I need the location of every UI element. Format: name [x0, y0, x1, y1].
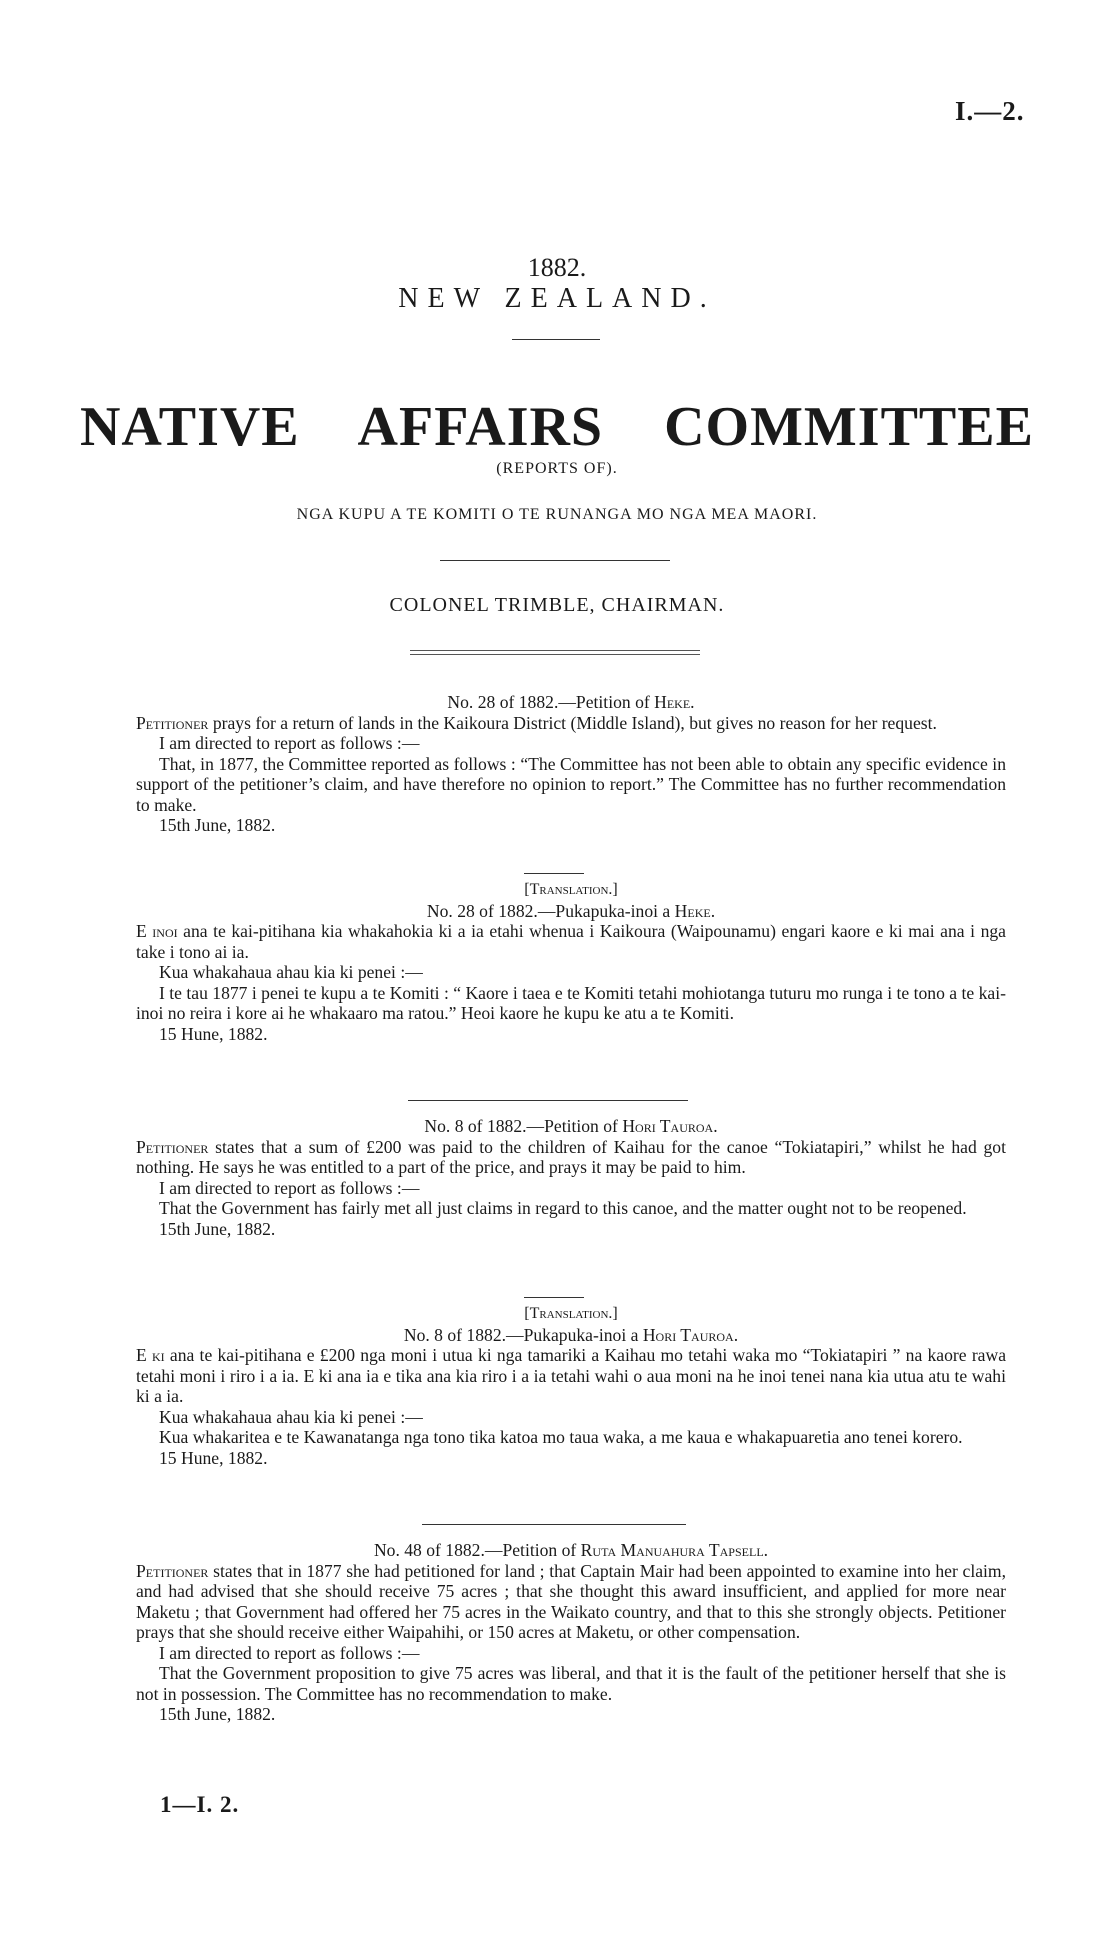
- petition-heading: No. 28 of 1882.—Petition of Heke.: [447, 692, 695, 712]
- report-text: Kua whakaritea e te Kawanatanga nga tono tika katoa mo taua waka, a me kaua e whakapuaretia ano tenei korero.: [159, 1427, 963, 1447]
- directed-line: I am directed to report as follows :—: [159, 1642, 420, 1663]
- directed-line: Kua whakahaua ahau kia ki penei :—: [159, 962, 423, 982]
- divider: [524, 873, 584, 874]
- petition-section: [136, 692, 1006, 836]
- petitioner-name: Hori Tauroa.: [622, 1116, 718, 1136]
- petitioner-name: Heke.: [654, 692, 695, 712]
- directed-line: Kua whakahaua ahau kia ki penei :—: [159, 1406, 423, 1427]
- report-text: That, in 1877, the Committee reported as follows : “The Committee has not been able to obtain any specific evidence in support of the petitioner’s claim, and have therefore no opinion to report.” The Committee has no further recommendation to make.: [136, 753, 1006, 815]
- directed-line: I am directed to report as follows :—: [159, 733, 420, 753]
- report-date: 15th June, 1882.: [159, 1704, 276, 1724]
- divider: [512, 339, 600, 340]
- document-year: 1882.: [527, 253, 587, 282]
- petition-text: Petitioner states that a sum of £200 was paid to the children of Kaihau for the canoe “Tokiatapiri,” whilst he had got nothing. He says he was entitled to a part of the price, and prays it may be paid to him.: [136, 1136, 1006, 1177]
- petition-section: [136, 1116, 1006, 1239]
- report-date: 15th June, 1882.: [159, 815, 276, 835]
- country-heading: NEW ZEALAND.: [398, 283, 716, 314]
- divider: [422, 1524, 686, 1525]
- document-subtitle: (REPORTS OF).: [496, 460, 618, 477]
- directed-line: I am directed to report as follows :—: [159, 1177, 420, 1198]
- petition-heading: No. 8 of 1882.—Pukapuka-inoi a Hori Tauroa.: [403, 1324, 739, 1345]
- translation-label: [Translation.]: [524, 881, 618, 898]
- petitioner-name: Heke.: [674, 900, 716, 921]
- divider: [440, 560, 670, 561]
- petitioner-name: Ruta Manuahura Tapsell.: [580, 1540, 769, 1560]
- chairman-line: COLONEL TRIMBLE, CHAIRMAN.: [389, 594, 725, 616]
- report-text: That the Government proposition to give 75 acres was liberal, and that it is the fault of the petitioner herself that she is not in possession. The Committee has no recommendation to make.: [136, 1663, 1006, 1704]
- translation-section: [136, 1304, 1006, 1468]
- maori-title: NGA KUPU A TE KOMITI O TE RUNANGA MO NGA MEA MAORI.: [296, 506, 818, 523]
- petition-heading: No. 48 of 1882.—Petition of Ruta Manuahura Tapsell.: [373, 1540, 769, 1560]
- petitioner-name: Hori Tauroa.: [642, 1324, 739, 1345]
- petition-text: Petitioner prays for a return of lands in the Kaikoura District (Middle Island), but gives no reason for her request.: [136, 712, 937, 733]
- report-text: I te tau 1877 i penei te kupu a te Komiti : “ Kaore i taea e te Komiti tetahi mohiotanga tuturu mo runga i te tono a te kai-inoi no reira i kore ai he whakaaro ma ratou.” Heoi kaore he kupu ke atu a te Komiti.: [136, 982, 1006, 1023]
- report-date: 15th June, 1882.: [159, 1218, 276, 1239]
- translation-section: [136, 880, 1006, 1044]
- double-divider: [410, 650, 700, 655]
- petition-text: E ki ana te kai-pitihana e £200 nga moni i utua ki nga tamariki a Kaihau mo tetahi waka mo “Tokiatapiri ” na kaore rawa tetahi moni i riro i a ia. E ki ana ia e tika ana kia riro i a ia tetahi wahi o aua moni na he inoi tenei nana kia utua atu te wahi ki a ia.: [136, 1345, 1006, 1406]
- footer-page-reference: 1—I. 2.: [160, 1792, 240, 1817]
- divider: [408, 1100, 688, 1101]
- petition-heading: No. 8 of 1882.—Petition of Hori Tauroa.: [424, 1116, 718, 1136]
- report-date: 15 Hune, 1882.: [159, 1023, 268, 1044]
- divider: [524, 1297, 584, 1298]
- petition-text: Petitioner states that in 1877 she had petitioned for land ; that Captain Mair had been appointed to examine into her claim, and had advised that she should receive 75 acres ; that she thought this award insufficient, and applied for more near Maketu ; that Government had offered her 75 acres in the Waikato country, and that to this she strongly objects. Petitioner prays that she should receive either Waipahihi, or 150 acres at Maketu, or other compensation.: [136, 1560, 1006, 1642]
- petition-text: E inoi ana te kai-pitihana kia whakahokia ki a ia etahi whenua i Kaikoura (Waipounamu) engari kaore e ki mai ana i nga take i tono ai ia.: [136, 921, 1006, 962]
- page-reference: I.—2.: [955, 96, 1025, 126]
- document-title: NATIVE AFFAIRS COMMITTEE: [79, 396, 1034, 458]
- translation-label: [Translation.]: [524, 1305, 618, 1322]
- report-date: 15 Hune, 1882.: [159, 1447, 268, 1468]
- report-text: That the Government has fairly met all just claims in regard to this canoe, and the matter ought not to be reopened.: [159, 1198, 967, 1218]
- petition-section: [136, 1540, 1006, 1725]
- petition-heading: No. 28 of 1882.—Pukapuka-inoi a Heke.: [426, 900, 716, 921]
